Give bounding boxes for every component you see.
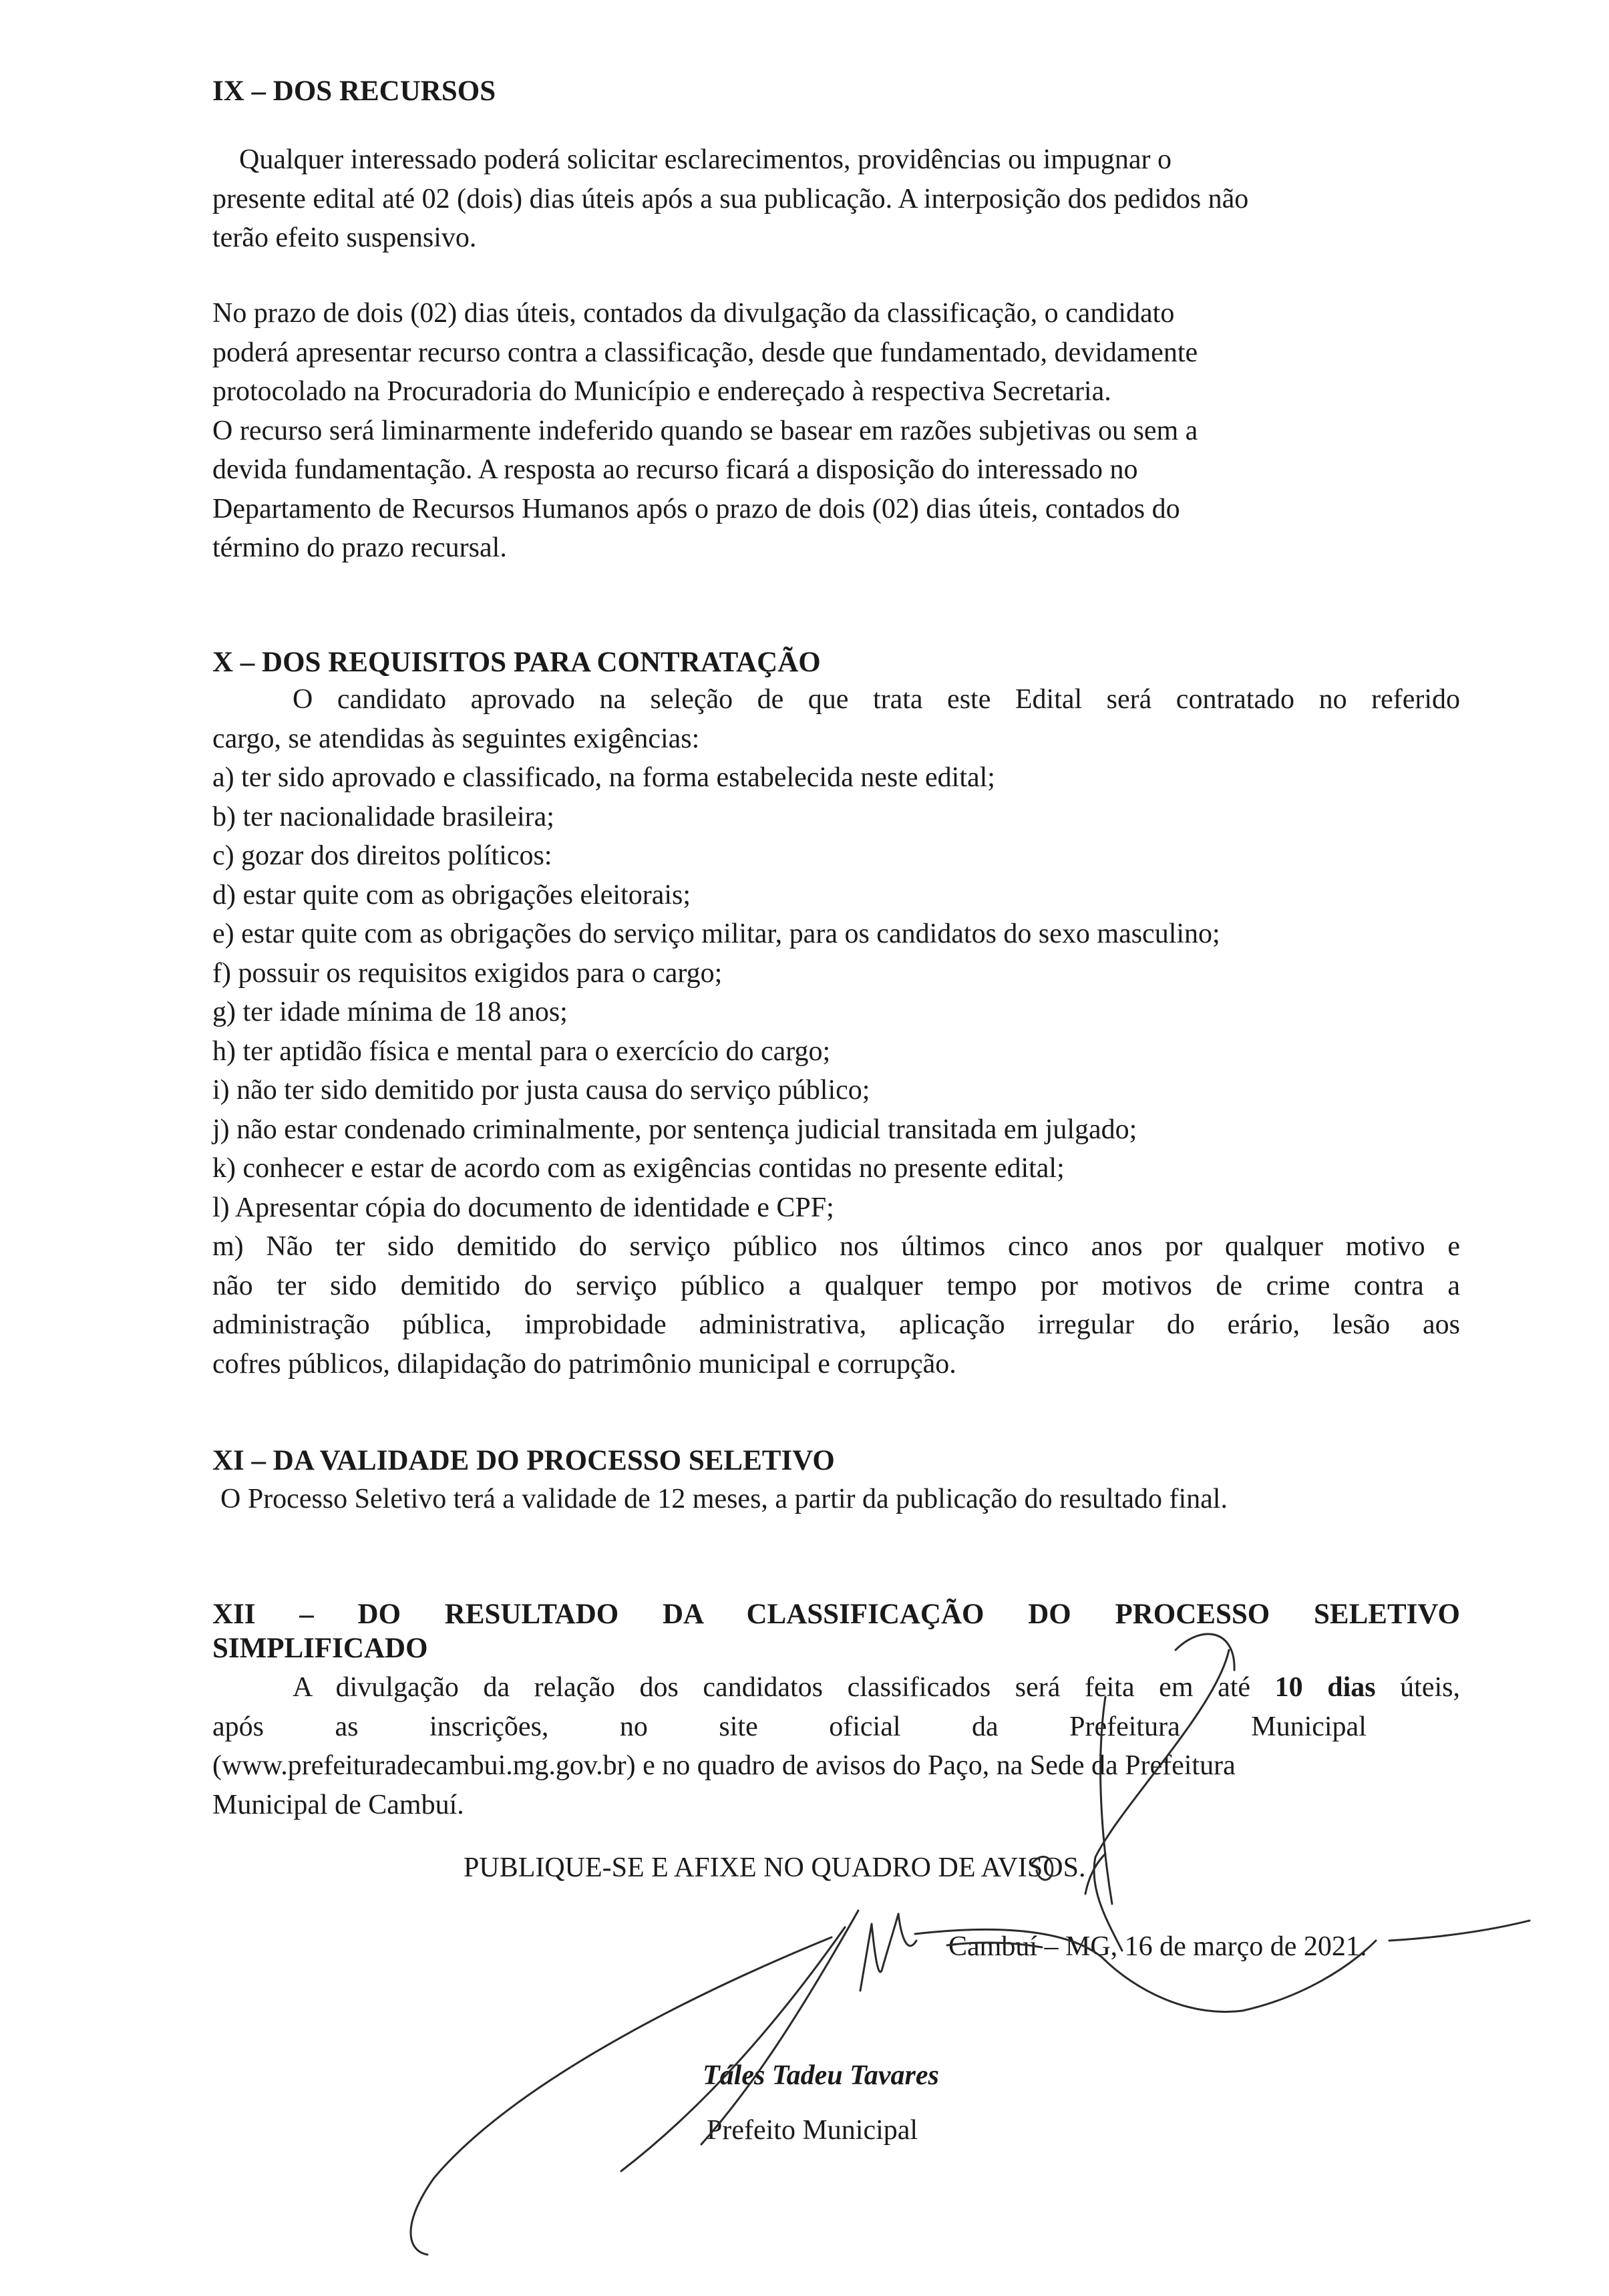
date-line: Cambuí – MG, 16 de março de 2021. — [948, 1931, 1367, 1962]
list-item-m-line: cofres públicos, dilapidação do patrimônio municipal e corrupção. — [212, 1348, 956, 1379]
text-line: Municipal de Cambuí. — [212, 1789, 464, 1820]
text-line: após as inscrições, no site oficial da Prefeitura Municipal — [212, 1711, 1367, 1742]
text-line: término do prazo recursal. — [212, 532, 507, 563]
text-line: No prazo de dois (02) dias úteis, contados da divulgação da classificação, o candidato — [212, 298, 1175, 329]
text-line: devida fundamentação. A resposta ao recurso ficará a disposição do interessado no — [212, 454, 1138, 485]
text-line: poderá apresentar recurso contra a classificação, desde que fundamentado, devidamente — [212, 337, 1198, 368]
list-item: k) conhecer e estar de acordo com as exigências contidas no presente edital; — [212, 1153, 1065, 1184]
text-segment: úteis, — [1375, 1672, 1461, 1703]
signer-name: Táles Tadeu Tavares — [703, 2060, 939, 2091]
text-line: O Processo Seletivo terá a validade de 12 meses, a partir da publicação do resultado final. — [220, 1484, 1228, 1514]
signer-title: Prefeito Municipal — [707, 2115, 918, 2146]
list-item: i) não ter sido demitido por justa causa do serviço público; — [212, 1075, 870, 1106]
list-item: f) possuir os requisitos exigidos para o cargo; — [212, 957, 723, 989]
text-segment: A divulgação da relação dos candidatos classificados será feita em até — [293, 1672, 1275, 1703]
list-item: j) não estar condenado criminalmente, por sentença judicial transitada em julgado; — [212, 1114, 1137, 1145]
list-item: l) Apresentar cópia do documento de identidade e CPF; — [212, 1192, 834, 1223]
list-item-m-line: administração pública, improbidade administrativa, aplicação irregular do erário, lesão aos — [212, 1309, 1460, 1340]
list-item: e) estar quite com as obrigações do serviço militar, para os candidatos do sexo masculino; — [212, 919, 1220, 949]
publish-notice: PUBLIQUE-SE E AFIXE NO QUADRO DE AVISOS. — [464, 1852, 1086, 1883]
text-line: O recurso será liminarmente indeferido quando se basear em razões subjetivas ou sem a — [212, 415, 1198, 446]
text-line: protocolado na Procuradoria do Município e endereçado à respectiva Secretaria. — [212, 376, 1111, 407]
text-line: O candidato aprovado na seleção de que trata este Edital será contratado no referido — [293, 684, 1460, 715]
list-item: a) ter sido aprovado e classificado, na forma estabelecida neste edital; — [212, 762, 995, 793]
text-line: terão efeito suspensivo. — [212, 222, 477, 253]
list-item: c) gozar dos direitos políticos: — [212, 840, 552, 871]
text-line: cargo, se atendidas às seguintes exigências: — [212, 723, 700, 754]
text-line: Qualquer interessado poderá solicitar esclarecimentos, providências ou impugnar o — [239, 144, 1172, 175]
text-line: presente edital até 02 (dois) dias úteis após a sua publicação. A interposição dos pedidos não — [212, 183, 1249, 214]
text-line: Departamento de Recursos Humanos após o prazo de dois (02) dias úteis, contados do — [212, 493, 1180, 524]
text-line: (www.prefeituradecambui.mg.gov.br) e no quadro de avisos do Paço, na Sede da Prefeitura — [212, 1750, 1236, 1781]
heading-line: SIMPLIFICADO — [212, 1632, 428, 1664]
list-item: h) ter aptidão física e mental para o exercício do cargo; — [212, 1035, 831, 1067]
section-x-heading: X – DOS REQUISITOS PARA CONTRATAÇÃO — [212, 647, 821, 678]
list-item: b) ter nacionalidade brasileira; — [212, 801, 554, 832]
heading-line: XII – DO RESULTADO DA CLASSIFICAÇÃO DO PROCESSO SELETIVO — [212, 1599, 1460, 1630]
section-xi-heading: XI – DA VALIDADE DO PROCESSO SELETIVO — [212, 1445, 835, 1476]
section-ix-heading: IX – DOS RECURSOS — [212, 75, 496, 107]
list-item-m-line: m) Não ter sido demitido do serviço público nos últimos cinco anos por qualquer motivo e — [212, 1231, 1460, 1262]
list-item: g) ter idade mínima de 18 anos; — [212, 997, 568, 1027]
bold-text: 10 dias — [1274, 1672, 1376, 1703]
list-item-m-line: não ter sido demitido do serviço público a qualquer tempo por motivos de crime contra a — [212, 1270, 1460, 1301]
list-item: d) estar quite com as obrigações eleitorais; — [212, 879, 691, 911]
